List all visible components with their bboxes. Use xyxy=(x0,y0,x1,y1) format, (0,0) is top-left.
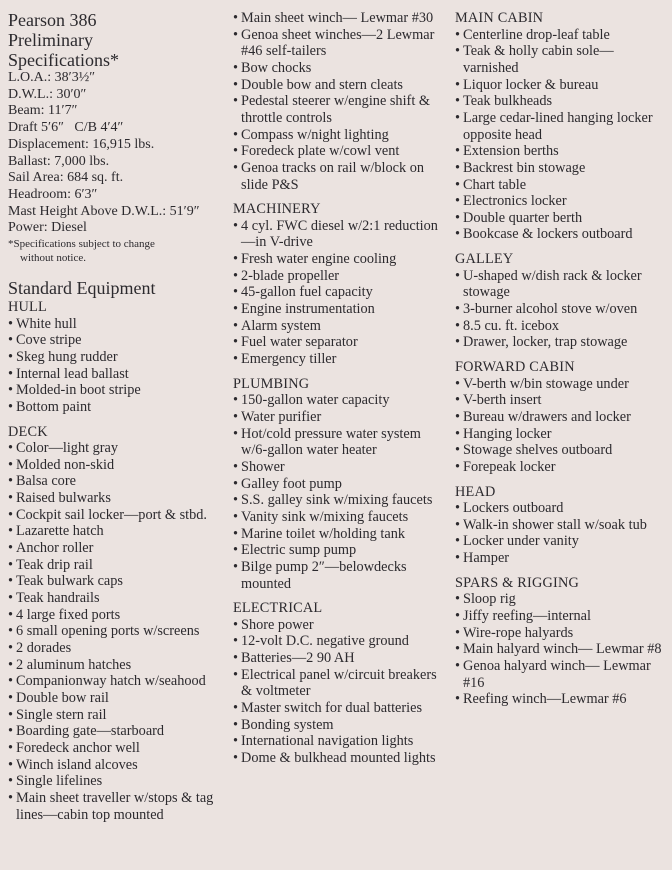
section-heading-galley: GALLEY xyxy=(455,251,514,268)
list-item: • Balsa core xyxy=(8,473,226,490)
list-item: • Batteries—2 90 AH xyxy=(233,650,447,667)
column-right xyxy=(455,10,667,716)
list-head xyxy=(455,500,667,567)
list-item: • Electrical panel w/circuit breakers & voltmeter xyxy=(233,667,447,700)
list-item: • Double bow rail xyxy=(8,690,226,707)
list-item: • Molded non-skid xyxy=(8,457,226,474)
list-item: • Chart table xyxy=(455,177,667,194)
list-item: • Foredeck plate w/cowl vent xyxy=(233,143,447,160)
section-heading-main-cabin: MAIN CABIN xyxy=(455,10,544,26)
list-item: • Engine instrumentation xyxy=(233,301,447,318)
list-item: • Extension berths xyxy=(455,143,667,160)
list-item: • Wire-rope halyards xyxy=(455,625,667,642)
spec-power: Power: Diesel xyxy=(8,220,87,236)
list-spars-rigging xyxy=(455,591,667,708)
list-galley xyxy=(455,268,667,351)
list-item: • Bow chocks xyxy=(233,60,447,77)
spec-draft: Draft 5′6″ C/B 4′4″ xyxy=(8,120,124,136)
list-item: • Fuel water separator xyxy=(233,334,447,351)
list-item: • Raised bulwarks xyxy=(8,490,226,507)
list-item: • Sloop rig xyxy=(455,591,667,608)
list-item: • Teak drip rail xyxy=(8,557,226,574)
list-item: • Hamper xyxy=(455,550,667,567)
section-heading-hull: HULL xyxy=(8,299,47,316)
spec-dwl: D.W.L.: 30′0″ xyxy=(8,86,87,102)
list-item: • Teak bulkheads xyxy=(455,93,667,110)
list-item: • Single lifelines xyxy=(8,773,226,790)
list-item: • U-shaped w/dish rack & locker stowage xyxy=(455,268,667,301)
list-item: • Lockers outboard xyxy=(455,500,667,517)
list-item: • Forepeak locker xyxy=(455,459,667,476)
list-item: • Genoa halyard winch— Lewmar #16 xyxy=(455,658,667,691)
list-item: • Shower xyxy=(233,459,447,476)
section-heading-spars-rigging: SPARS & RIGGING xyxy=(455,574,580,591)
list-item: • Teak bulwark caps xyxy=(8,573,226,590)
list-item: • Fresh water engine cooling xyxy=(233,251,447,268)
list-item: • Hot/cold pressure water system w/6-gallon water heater xyxy=(233,426,447,459)
list-item: • Companionway hatch w/seahood xyxy=(8,673,226,690)
list-item: • 2-blade propeller xyxy=(233,268,447,285)
list-item: • Single stern rail xyxy=(8,707,226,724)
list-item: • Large cedar-lined hanging locker opposite head xyxy=(455,110,667,143)
list-item: • Double quarter berth xyxy=(455,210,667,227)
list-item: • Main halyard winch— Lewmar #8 xyxy=(455,641,667,658)
list-item: • Electronics locker xyxy=(455,193,667,210)
list-item: • Vanity sink w/mixing faucets xyxy=(233,509,447,526)
list-main-cabin xyxy=(455,27,667,244)
list-item: • Shore power xyxy=(233,617,447,634)
list-item: • Genoa tracks on rail w/block on slide P&S xyxy=(233,160,447,193)
list-item: • 45-gallon fuel capacity xyxy=(233,284,447,301)
list-item: • Alarm system xyxy=(233,318,447,335)
list-item: • Galley foot pump xyxy=(233,476,447,493)
list-item: • 2 dorades xyxy=(8,640,226,657)
list-item: • 4 cyl. FWC diesel w/2:1 reduction—in V-drive xyxy=(233,218,447,251)
list-item: • V-berth insert xyxy=(455,392,667,409)
list-item: • Backrest bin stowage xyxy=(455,160,667,177)
list-item: • White hull xyxy=(8,316,226,333)
list-item: • Bookcase & lockers outboard xyxy=(455,226,667,243)
list-item: • V-berth w/bin stowage under xyxy=(455,376,667,393)
list-item: • Jiffy reefing—internal xyxy=(455,608,667,625)
list-item: • Cockpit sail locker—port & stbd. xyxy=(8,507,226,524)
list-deck xyxy=(8,440,226,823)
standard-equipment-heading: Standard Equipment xyxy=(8,278,156,299)
list-item: • International navigation lights xyxy=(233,733,447,750)
list-forward-cabin xyxy=(455,376,667,476)
section-heading-deck: DECK xyxy=(8,423,48,440)
list-item: • Main sheet traveller w/stops & tag lines—cabin top mounted xyxy=(8,790,226,823)
spec-mast-height: Mast Height Above D.W.L.: 51′9″ xyxy=(8,203,200,219)
spec-loa: L.O.A.: 38′3½″ xyxy=(8,70,96,85)
list-item: • Internal lead ballast xyxy=(8,366,226,383)
title-line: Pearson 386 xyxy=(8,10,97,30)
spec-displacement: Displacement: 16,915 lbs. xyxy=(8,136,155,152)
list-item: • Master switch for dual batteries xyxy=(233,700,447,717)
list-item: • Molded-in boot stripe xyxy=(8,382,226,399)
title-line: Specifications* xyxy=(8,50,119,70)
spec-ballast: Ballast: 7,000 lbs. xyxy=(8,153,110,169)
spec-beam: Beam: 11′7″ xyxy=(8,103,78,119)
list-item: • Water purifier xyxy=(233,409,447,426)
list-item: • Boarding gate—starboard xyxy=(8,723,226,740)
list-item: • Lazarette hatch xyxy=(8,523,226,540)
list-item: • Hanging locker xyxy=(455,426,667,443)
list-item: • Centerline drop-leaf table xyxy=(455,27,667,44)
list-item: • Teak & holly cabin sole— varnished xyxy=(455,43,667,76)
list-item: • Reefing winch—Lewmar #6 xyxy=(455,691,667,708)
list-item: • Pedestal steerer w/engine shift & throttle controls xyxy=(233,93,447,126)
list-item: • Stowage shelves outboard xyxy=(455,442,667,459)
list-item: • Genoa sheet winches—2 Lewmar #46 self-tailers xyxy=(233,27,447,60)
section-heading-head: HEAD xyxy=(455,483,496,500)
list-item: • 150-gallon water capacity xyxy=(233,392,447,409)
list-item: • Bottom paint xyxy=(8,399,226,416)
list-item: • 3-burner alcohol stove w/oven xyxy=(455,301,667,318)
list-item: • 12-volt D.C. negative ground xyxy=(233,633,447,650)
list-deck-continued xyxy=(233,10,447,193)
footnote: without notice. xyxy=(20,252,86,265)
list-item: • Drawer, locker, trap stowage xyxy=(455,334,667,351)
list-item: • S.S. galley sink w/mixing faucets xyxy=(233,492,447,509)
list-item: • Bureau w/drawers and locker xyxy=(455,409,667,426)
list-item: • Foredeck anchor well xyxy=(8,740,226,757)
title-line: Preliminary xyxy=(8,30,93,50)
list-item: • Liquor locker & bureau xyxy=(455,77,667,94)
list-item: • Bilge pump 2″—belowdecks mounted xyxy=(233,559,447,592)
list-item: • Bonding system xyxy=(233,717,447,734)
list-item: • 8.5 cu. ft. icebox xyxy=(455,318,667,335)
spec-sail-area: Sail Area: 684 sq. ft. xyxy=(8,170,124,186)
list-item: • Teak handrails xyxy=(8,590,226,607)
list-item: • 6 small opening ports w/screens xyxy=(8,623,226,640)
list-item: • Skeg hung rudder xyxy=(8,349,226,366)
list-item: • 2 aluminum hatches xyxy=(8,657,226,674)
list-item: • Locker under vanity xyxy=(455,533,667,550)
list-item: • Compass w/night lighting xyxy=(233,127,447,144)
footnote: *Specifications subject to change xyxy=(8,238,155,251)
column-left xyxy=(8,10,226,831)
list-item: • Emergency tiller xyxy=(233,351,447,368)
list-item: • 4 large fixed ports xyxy=(8,607,226,624)
list-item: • Winch island alcoves xyxy=(8,757,226,774)
list-item: • Main sheet winch— Lewmar #30 xyxy=(233,10,447,27)
column-middle xyxy=(233,10,447,775)
section-heading-forward-cabin: FORWARD CABIN xyxy=(455,359,575,375)
spec-headroom: Headroom: 6′3″ xyxy=(8,186,98,202)
list-item: • Anchor roller xyxy=(8,540,226,557)
list-item: • Double bow and stern cleats xyxy=(233,77,447,94)
list-plumbing xyxy=(233,392,447,592)
list-item: • Electric sump pump xyxy=(233,542,447,559)
list-electrical xyxy=(233,617,447,767)
list-item: • Cove stripe xyxy=(8,332,226,349)
list-machinery xyxy=(233,218,447,368)
section-heading-electrical: ELECTRICAL xyxy=(233,600,323,617)
list-item: • Dome & bulkhead mounted lights xyxy=(233,750,447,767)
list-hull xyxy=(8,316,226,416)
section-heading-machinery: MACHINERY xyxy=(233,201,321,218)
section-heading-plumbing: PLUMBING xyxy=(233,375,310,392)
list-item: • Color—light gray xyxy=(8,440,226,457)
list-item: • Marine toilet w/holding tank xyxy=(233,526,447,543)
list-item: • Walk-in shower stall w/soak tub xyxy=(455,517,667,534)
